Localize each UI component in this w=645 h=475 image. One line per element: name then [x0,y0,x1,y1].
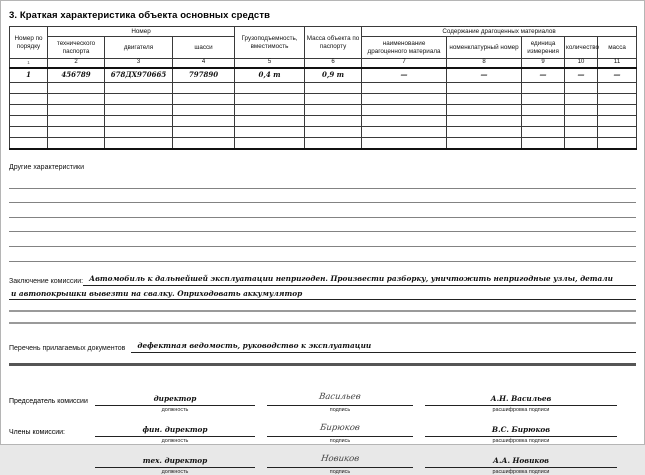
empty-row [10,105,637,116]
cell-object-mass: 0,9 т [305,68,362,83]
signature-row-chairman [9,386,636,413]
group-header-number: Номер [48,27,235,37]
transcript-caption: расшифровка подписи [492,406,550,413]
col-header-unit: единица измерения [522,37,565,59]
ruled-line [9,189,636,204]
col-number: 11 [598,59,637,69]
empty-row [10,127,637,138]
group-header-precious: Содержание драгоценных материалов [362,27,637,37]
documents-label: Перечень прилагаемых документов [9,344,126,352]
conclusion-line2: и автопокрышки вывезти на свалку. Оприходовать аккумулятор [9,286,636,300]
cell-nomenclature: — [447,68,522,83]
col-header-tech-passport: технического паспорта [48,37,105,59]
col-header-quantity: количество [565,37,598,59]
col-number: 7 [362,59,447,69]
position-value: тех. директор [95,456,255,468]
ruled-line [9,203,636,218]
members-label: Члены комиссии: [9,428,66,436]
blank-ruled-line [9,312,636,324]
members-label-spacer [9,467,95,475]
ruled-line [9,247,636,262]
empty-row [10,116,637,127]
cell-chassis: 797890 [173,68,235,83]
position-value: директор [95,394,255,406]
col-header-object-mass: Масса объекта по паспорту [305,27,362,59]
documents-value: дефектная ведомость, руководство к эксплуатации [131,341,636,353]
signature-script: Новиков [267,448,413,468]
empty-row [10,83,637,94]
position-caption: должность [161,468,189,475]
column-numbers-row [10,59,637,69]
position-caption: должность [161,437,189,444]
signature-script: Бирюков [267,417,413,437]
characteristics-table [9,26,637,150]
col-number: 6 [305,59,362,69]
signature-caption: подпись [329,406,351,413]
cell-unit: — [522,68,565,83]
cell-engine: 678ДХ970665 [105,68,173,83]
chairman-label: Председатель комиссии [9,397,88,405]
conclusion-line1: Автомобиль к дальнейшей эксплуатации непригоден. Произвести разборку, уничтожить непригодные узлы, детали [83,274,636,286]
empty-row [10,94,637,105]
col-number: 4 [173,59,235,69]
conclusion-label: Заключение комиссии: [9,277,84,285]
cell-quantity: — [565,68,598,83]
ruled-line [9,232,636,247]
ruled-line [9,218,636,233]
col-header-material-name: наименование драгоценного материала [362,37,447,59]
other-characteristics-label: Другие характеристики [9,164,85,171]
col-header-capacity: Грузоподъемность, вместимость [235,27,305,59]
transcript-cell [425,394,617,413]
cell-tech-passport: 456789 [48,68,105,83]
col-number: 8 [447,59,522,69]
col-number: 10 [565,59,598,69]
attached-documents-row [9,341,636,353]
cell-order: 1 [10,68,48,83]
transcript-cell [425,425,617,444]
col-number: 2 [48,59,105,69]
col-number: 3 [105,59,173,69]
col-number: 5 [235,59,305,69]
position-caption: должность [161,406,189,413]
transcript-value: А.А. Новиков [425,456,617,468]
other-characteristics-lines [9,174,636,262]
col-header-order: Номер по порядку [10,27,48,59]
empty-row [10,138,637,150]
transcript-caption: расшифровка подписи [492,437,550,444]
col-number: 9 [522,59,565,69]
transcript-value: А.Н. Васильев [425,394,617,406]
col-header-nomenclature: номенклатурный номер [447,37,522,59]
signature-cell [267,386,413,413]
position-value: фин. директор [95,425,255,437]
position-cell [95,425,255,444]
commission-conclusion-row [9,274,636,286]
cell-capacity: 0,4 т [235,68,305,83]
section-title: 3. Краткая характеристика объекта основных средств [9,10,271,21]
transcript-cell [425,456,617,475]
cell-mass: — [598,68,637,83]
col-number: 1 [10,59,48,69]
signature-row-member [9,417,636,444]
signature-caption: подпись [329,437,351,444]
col-header-mass: масса [598,37,637,59]
col-header-engine: двигателя [105,37,173,59]
signatures-block [9,386,636,475]
signature-cell [267,448,413,475]
signature-row-member [9,448,636,475]
position-cell [95,456,255,475]
signature-caption: подпись [329,468,351,475]
signature-cell [267,417,413,444]
section-divider [9,363,636,366]
col-header-chassis: шасси [173,37,235,59]
signature-script: Васильев [267,386,413,406]
transcript-value: В.С. Бирюков [425,425,617,437]
cell-material-name: — [362,68,447,83]
ruled-line [9,174,636,189]
transcript-caption: расшифровка подписи [492,468,550,475]
blank-ruled-line [9,300,636,312]
position-cell [95,394,255,413]
data-row [10,68,637,83]
